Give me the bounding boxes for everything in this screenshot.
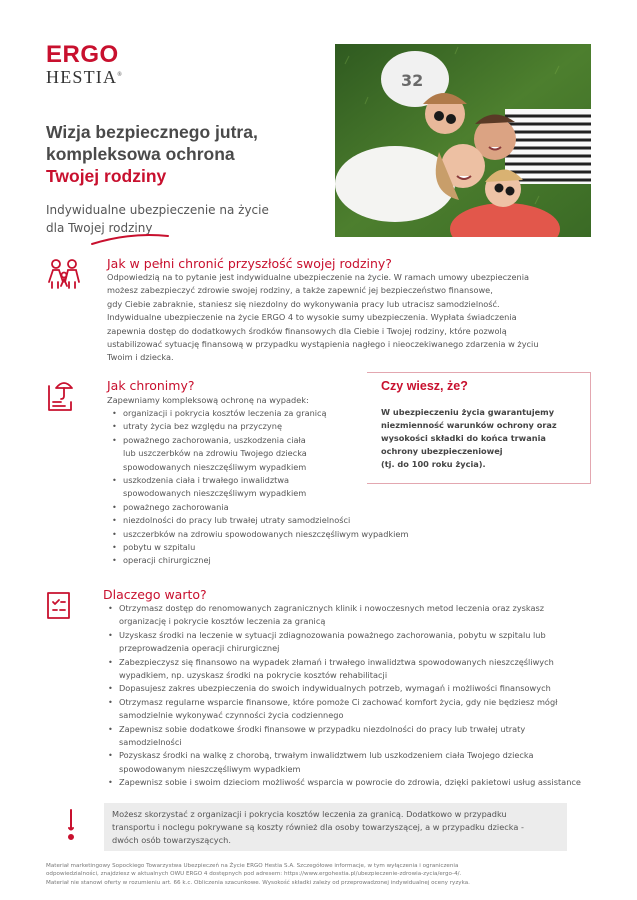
logo-ergo-text: ERGO (46, 41, 119, 68)
section-family-line: możesz zabezpieczyć zdrowie swojej rodziny, a także zapewnić jej bezpieczeństwo finansowe, (107, 285, 493, 296)
section-protection-intro: Zapewniamy kompleksową ochronę na wypadek: (107, 395, 309, 405)
list-item-text: • Zapewnisz sobie dodatkowe środki finansowe w przypadku niezdolności do pracy lub trwałej utraty (119, 723, 526, 734)
benefits-list (106, 602, 596, 790)
list-item-text: organizacji i pokrycia kosztów leczenia za granicą (123, 408, 327, 418)
subheadline-line-2: dla Twojej rodziny (46, 221, 153, 235)
list-item-text: • Dopasujesz zakres ubezpieczenia do swoich indywidualnych potrzeb, wymagań i możliwości finansowych (119, 683, 551, 694)
footer-line: Materiał nie stanowi oferty w rozumieniu art. 66 k.c. Obliczenia szacunkowe. Wysokość składki zależy od przeprowadzonej indywidualnej oceny ryzyka. (46, 879, 470, 886)
list-item (106, 749, 596, 776)
list-item-text: • Zapewnisz sobie i swoim dzieciom możliwość wsparcia w powrocie do zdrowia, dzięki pakietowi usług assistance (119, 777, 581, 788)
list-item-text: uszczerbków na zdrowiu spowodowanych nieszczęśliwym wypadkiem (123, 528, 409, 539)
list-item-text: samodzielności (119, 737, 182, 748)
checklist-icon (46, 590, 72, 620)
logo-registered-mark: ® (117, 72, 123, 78)
decorative-swoosh (90, 234, 170, 246)
did-you-know-line: niezmienność warunków ochrony oraz (381, 420, 557, 430)
list-item (110, 541, 440, 554)
notice-line: transportu i noclegu pokrywane są koszty również dla osoby towarzyszącej, a w przypadku dziecka - (112, 822, 524, 832)
list-item-text: niezdolności do pracy lub trwałej utraty samodzielności (123, 515, 351, 526)
list-item-text: spowodowanych nieszczęśliwym wypadkiem (123, 461, 307, 472)
list-item-text: • poważnego zachorowania, uszkodzenia ciała (123, 434, 306, 445)
list-item-text: • Pozyskasz środki na walkę z chorobą, trwałym inwalidztwem lub uszkodzeniem ciała Twojego dziecka (119, 750, 534, 761)
did-you-know-line: wysokości składki do końca trwania (381, 433, 546, 443)
list-item-text: spowodowanym nieszczęśliwym wypadkiem (119, 763, 301, 774)
section-family-line: zapewnia dostęp do dodatkowych środków finansowych dla Ciebie i Twojej rodziny, które pozwolą (107, 325, 507, 336)
footer-line: Materiał marketingowy Sopockiego Towarzystwa Ubezpieczeń na Życie ERGO Hestia S.A. Szczegółowe informacje, w tym wyłączenia i ograniczenia (46, 863, 459, 869)
section-family-line: Odpowiedzią na to pytanie jest indywidualne ubezpieczenie na życie. W ramach umowy ubezpieczenia (107, 272, 530, 282)
list-item-text: • uszkodzenia ciała i trwałego inwalidztwa (123, 475, 290, 486)
page-subheadline (46, 201, 316, 237)
notice-text (112, 808, 562, 847)
list-item (106, 776, 596, 789)
list-item-text: poważnego zachorowania (123, 501, 229, 512)
svg-text:32: 32 (401, 71, 424, 90)
list-item-text: spowodowanych nieszczęśliwym wypadkiem (123, 488, 307, 499)
logo-hestia-word: HESTIA (46, 67, 118, 87)
headline-line-1: Wizja bezpiecznego jutra, (46, 122, 258, 142)
section-protection-title: Jak chronimy? (107, 378, 195, 393)
did-you-know-line: ochrony ubezpieczeniowej (381, 446, 503, 456)
subheadline-line-1: Indywidualne ubezpieczenie na życie (46, 203, 269, 217)
list-item (106, 602, 596, 629)
headline-line-2: kompleksowa ochrona (46, 144, 235, 164)
section-family-line: Twoim i dziecka. (107, 352, 174, 363)
list-item-text: • Otrzymasz dostęp do renomowanych zagranicznych klinik i nowoczesnych metod leczenia oraz zyskasz (119, 603, 545, 613)
list-item-text: przeprowadzenia operacji chirurgicznej (119, 643, 280, 654)
notice-line: Możesz skorzystać z organizacji i pokrycia kosztów leczenia za granicą. Dodatkowo w przypadku (112, 809, 507, 819)
section-family-line: Indywidualne ubezpieczenie na życie ERGO 4 to wysokie sumy ubezpieczenia. Wypłata świadczenia (107, 312, 517, 323)
list-item (110, 554, 440, 567)
list-item-text: organizację i pokrycie kosztów leczenia za granicą (119, 616, 326, 627)
did-you-know-title: Czy wiesz, że? (381, 379, 468, 393)
notice-line: dwóch osób towarzyszących. (112, 835, 231, 845)
list-item (106, 629, 596, 656)
list-item-text: wypadkiem, np. uzyskasz środki na pokrycie kosztów rehabilitacji (119, 670, 388, 681)
list-item-text: operacji chirurgicznej (123, 555, 211, 566)
ergo-hestia-logo (46, 41, 126, 87)
exclamation-icon (66, 808, 78, 842)
section-family-line: gdy Ciebie zabraknie, staniesz się niezdolny do wykonywania pracy lub utracisz samodzielność. (107, 298, 500, 309)
page-headline (46, 121, 316, 187)
section-family-title: Jak w pełni chronić przyszłość swojej rodziny? (107, 256, 392, 271)
section-family-text (107, 271, 567, 365)
list-item-text: • Otrzymasz regularne wsparcie finansowe, które pomoże Ci zachować komfort życia, gdy nie będziesz mógł (119, 696, 558, 707)
list-item (106, 723, 596, 750)
family-on-grass-illustration (335, 44, 591, 237)
legal-footer (46, 862, 591, 887)
list-item (106, 696, 596, 723)
list-item-text: • Uzyskasz środki na leczenie w sytuacji zdiagnozowania poważnego zachorowania, pobytu w szpitalu lub (119, 629, 546, 640)
list-item (110, 528, 440, 541)
list-item-text: • Zabezpieczysz się finansowo na wypadek złamań i trwałego inwalidztwa spowodowanych nieszczęśliwych (119, 656, 554, 667)
list-item-text: pobytu w szpitalu (123, 542, 196, 553)
headline-line-3: Twojej rodziny (46, 166, 167, 186)
list-item (106, 656, 596, 683)
list-item-text: samodzielnie wykonywać czynności życia codziennego (119, 710, 344, 721)
did-you-know-line: (tj. do 100 roku życia). (381, 459, 486, 469)
did-you-know-text (381, 406, 576, 471)
list-item (110, 501, 440, 514)
section-why-title: Dlaczego warto? (103, 587, 207, 602)
family-icon (46, 258, 82, 290)
umbrella-document-icon (46, 380, 76, 412)
section-family-line: ustabilizować sytuację finansową w przypadku wystąpienia nagłego i nieoczekiwanego zdarzenia w życiu (107, 339, 539, 350)
list-item-text: utraty życia bez względu na przyczynę (123, 421, 282, 432)
family-photo (335, 44, 591, 237)
did-you-know-line: W ubezpieczeniu życia gwarantujemy (381, 407, 555, 417)
list-item (106, 682, 596, 695)
footer-line: odpowiedzialności, znajdziesz w aktualnych OWU ERGO 4 dostępnych pod adresem: https://www.ergohestia.pl/ubezpieczenie-zdrowia-zycia/ergo-4/. (46, 871, 462, 878)
list-item (110, 514, 440, 527)
list-item-text: lub uszczerbków na zdrowiu Twojego dziecka (123, 448, 307, 459)
logo-hestia-text (46, 66, 126, 86)
